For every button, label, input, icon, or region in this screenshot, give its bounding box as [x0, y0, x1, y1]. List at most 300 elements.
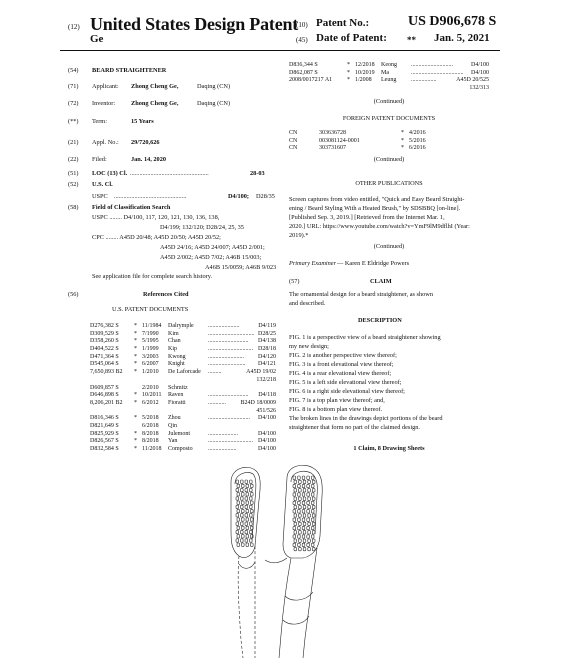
bristle	[308, 531, 311, 534]
bristle	[303, 480, 306, 483]
citation-date: 10/2011	[142, 392, 162, 399]
bristle	[307, 484, 310, 487]
search-line-4: A45D 24/16; A45D 24/007; A45D 2/001;	[160, 244, 265, 251]
loc-value: 28-03	[250, 170, 265, 177]
citation-cls: B24D 18/0009	[240, 399, 276, 406]
bristle	[302, 484, 305, 487]
bristle	[308, 539, 311, 542]
citation-dots: ...........................	[208, 338, 249, 345]
citation-cls: 132/313	[469, 85, 489, 92]
citation-cls: D28/25	[258, 330, 276, 337]
citation-cc: CN	[289, 137, 298, 144]
citation-dots: ........................	[208, 353, 244, 360]
applicant-name: Zhong Cheng Ge,	[131, 83, 179, 90]
citation-row	[90, 408, 276, 416]
citation-no: 8,206,201 B2	[90, 399, 123, 406]
bristle	[241, 497, 244, 500]
bristle	[311, 476, 314, 479]
bristle	[242, 501, 245, 504]
citation-cls: 132/218	[256, 376, 276, 383]
document-title: United States Design Patent	[90, 14, 299, 34]
bristle	[237, 518, 240, 521]
code-21: (21)	[68, 139, 79, 146]
bristle	[237, 509, 240, 512]
citation-row	[90, 323, 276, 331]
bristle	[294, 547, 297, 550]
bristle	[312, 505, 315, 508]
search-line-2: D4/199; 132/120; D28/24, 25, 35	[160, 224, 244, 231]
citation-cls: D4/100	[258, 415, 276, 422]
bristle	[242, 543, 245, 546]
other-pub-line-2: ening / Beard Styling With a Heated Brush," by SDSBBQ [on-line].	[289, 205, 461, 212]
bristle	[311, 484, 314, 487]
citation-dots: ..............................	[208, 438, 253, 445]
citation-cls: D4/121	[258, 361, 276, 368]
bristle	[311, 493, 314, 496]
bristle	[298, 543, 301, 546]
bristle	[245, 514, 248, 517]
inventor-location: Daqing (CN)	[197, 100, 231, 107]
bristle	[246, 509, 249, 512]
citation-name: Composto	[168, 446, 193, 452]
bristle	[298, 518, 301, 521]
other-pub-line-4: 2020.] URL: https://www.youtube.com/watch?v=YmF9lM9dflhI (Year:	[289, 223, 470, 230]
code-12: (12)	[68, 23, 80, 31]
citation-s: *	[134, 446, 137, 452]
bristle	[251, 493, 254, 496]
citation-name: Yan	[168, 438, 178, 445]
design-title: BEARD STRAIGHTENER	[92, 67, 167, 74]
bristle	[308, 514, 311, 517]
citation-row	[90, 361, 276, 369]
bristle	[308, 547, 311, 550]
code-45: (45)	[296, 36, 308, 44]
bristle	[245, 488, 248, 491]
uspc-dots: ..............................................	[114, 193, 187, 200]
uspc-label: USPC	[92, 193, 108, 200]
code-57: (57)	[289, 278, 300, 285]
bristle	[251, 509, 254, 512]
bristle	[312, 531, 315, 534]
bristle	[302, 476, 305, 479]
citation-name: Leung	[381, 77, 397, 84]
citation-cc: CN	[289, 145, 298, 152]
bristle	[312, 539, 315, 542]
bristle	[241, 522, 244, 525]
filed-value: Jan. 14, 2020	[131, 156, 166, 163]
bristle	[312, 497, 315, 500]
citation-name: Ma	[381, 69, 389, 76]
citation-no: 303731607	[319, 145, 346, 152]
citation-date: 7/1990	[142, 330, 159, 337]
citation-date: 11/1984	[142, 323, 162, 329]
bristle	[299, 522, 302, 525]
bristle	[307, 535, 310, 538]
bristle	[293, 476, 296, 479]
citation-no: D404,522 S	[90, 346, 119, 353]
citation-row	[90, 400, 276, 408]
citation-dots: ...................................	[411, 69, 464, 76]
bristle	[307, 493, 310, 496]
code-51: (51)	[68, 170, 79, 177]
citation-no: D545,064 S	[90, 361, 119, 368]
date-stars: **	[407, 35, 416, 45]
citation-row	[90, 331, 276, 339]
bristle	[251, 535, 254, 538]
citation-row	[90, 438, 276, 446]
code-56: (56)	[68, 291, 79, 298]
continued-1: (Continued)	[373, 98, 405, 105]
citation-no: D825,929 S	[90, 430, 119, 437]
loc-dots: ..................................................	[130, 170, 209, 177]
citation-row	[289, 62, 489, 70]
citation-date: 8/2018	[142, 438, 159, 445]
desc-line-6: FIG. 5 is a left side elevational view thereof;	[289, 379, 402, 386]
bristle	[293, 493, 296, 496]
citation-dots: ...............................	[208, 330, 255, 337]
term-value: 15 Years	[131, 118, 154, 125]
bristle	[251, 543, 254, 546]
bristle	[303, 489, 306, 492]
bristle	[293, 543, 296, 546]
bristle	[245, 522, 248, 525]
citation-s: *	[401, 145, 404, 152]
citation-no: D471,364 S	[90, 353, 119, 360]
citation-row	[90, 385, 276, 393]
bristle	[237, 543, 240, 546]
citation-cls: 451/526	[256, 407, 276, 414]
citation-date: 5/2018	[142, 415, 159, 422]
citation-row	[90, 446, 276, 454]
bristle	[236, 514, 239, 517]
bristle	[236, 505, 239, 508]
bristle	[299, 480, 302, 483]
citation-date: 12/2018	[355, 62, 375, 68]
us-patent-citations-continued	[289, 62, 489, 93]
bristle	[246, 526, 249, 529]
bristle	[311, 518, 314, 521]
citation-date: 1/2010	[142, 369, 159, 376]
bristle	[236, 539, 239, 542]
desc-line-11: straightener that form no part of the claimed design.	[289, 424, 420, 431]
bristle	[250, 497, 253, 500]
beard-straightener-drawing	[225, 460, 335, 660]
code-72: (72)	[68, 100, 79, 107]
code-52: (52)	[68, 181, 79, 188]
date-label: Date of Patent:	[316, 32, 387, 44]
bristle	[294, 505, 297, 508]
citation-cls: D4/119	[258, 323, 276, 329]
patent-no-label: Patent No.:	[316, 17, 370, 29]
us-cl-label: U.S. Cl.	[92, 181, 113, 188]
bristle	[311, 535, 314, 538]
bristle	[245, 497, 248, 500]
code-58: (58)	[68, 204, 79, 211]
bristle	[299, 539, 302, 542]
citation-dots: ............................	[411, 62, 453, 68]
bristle	[311, 510, 314, 513]
bristle	[294, 539, 297, 542]
bristle	[299, 489, 302, 492]
citation-s: *	[134, 399, 137, 406]
uspc-primary: D4/100;	[228, 193, 249, 200]
bristle	[308, 505, 311, 508]
citation-row	[289, 70, 489, 78]
citation-row	[90, 338, 276, 346]
uspc-secondary: D28/35	[256, 193, 275, 200]
bristle	[298, 484, 301, 487]
bristle	[302, 518, 305, 521]
desc-line-1: FIG. 1 is a perspective view of a beard straightener showing	[289, 334, 441, 341]
code-54: (54)	[68, 67, 79, 74]
bristle	[246, 501, 249, 504]
bristle	[293, 535, 296, 538]
bristle	[246, 484, 249, 487]
left-bristles	[236, 480, 253, 546]
bristle	[237, 535, 240, 538]
bristle	[242, 518, 245, 521]
citation-name: Julemont	[168, 430, 190, 437]
citation-name: Schmitz	[168, 384, 188, 391]
references-cited-title: References Cited	[143, 291, 189, 298]
citation-row	[289, 138, 489, 146]
search-line-6: A46B 15/0059; A46B 9/023	[205, 264, 277, 271]
code-10: (10)	[296, 21, 308, 29]
citation-cc: CN	[289, 130, 298, 136]
bristle	[245, 505, 248, 508]
citation-s: *	[134, 430, 137, 437]
citation-no: D276,382 S	[90, 323, 119, 329]
bristle	[246, 535, 249, 538]
search-history-note: See application file for complete search history.	[92, 273, 213, 280]
citation-s: *	[347, 62, 350, 68]
citation-no: 303636728	[319, 130, 346, 136]
citation-row	[90, 369, 276, 377]
citation-dots: ..............................	[208, 346, 253, 353]
citation-dots: ...........................	[208, 392, 249, 399]
citation-no: 7,650,893 B2	[90, 369, 123, 376]
bristle	[294, 489, 297, 492]
bristle	[307, 510, 310, 513]
bristle	[298, 493, 301, 496]
bristle	[250, 530, 253, 533]
left-handle	[238, 546, 255, 658]
citation-date: 6/2016	[409, 145, 426, 152]
bristle	[312, 489, 315, 492]
citation-no: D836,344 S	[289, 62, 318, 68]
examiner-label: Primary Examiner	[289, 260, 337, 267]
bristle	[245, 480, 248, 483]
bristle	[236, 497, 239, 500]
citation-dots: ............................	[208, 415, 250, 422]
citation-no: D609,857 S	[90, 384, 119, 391]
filed-label: Filed:	[92, 156, 107, 163]
citation-date: 6/2007	[142, 361, 159, 368]
other-pub-line-1: Screen captures from video entitled, "Quick and Easy Beard Straight-	[289, 196, 465, 203]
citation-date: 4/2016	[409, 130, 426, 136]
citation-no: D862,087 S	[289, 69, 318, 76]
citation-no: D358,260 S	[90, 338, 119, 345]
citation-name: Kim	[168, 330, 179, 337]
citation-no: 003081124-0001	[319, 137, 360, 144]
citation-row	[289, 77, 489, 85]
citation-name: Chan	[168, 338, 181, 345]
bristle	[237, 501, 240, 504]
left-brush-head	[231, 467, 260, 557]
citation-date: 3/2003	[142, 353, 159, 360]
bristle	[298, 526, 301, 529]
bristle	[312, 522, 315, 525]
bristle	[250, 539, 253, 542]
bristle	[246, 493, 249, 496]
citation-s: *	[134, 361, 137, 368]
citation-cls: D4/100	[471, 69, 489, 76]
bristle	[237, 493, 240, 496]
search-line-3: CPC ........ A45D 20/48; A45D 20/50; A45D 20/52;	[92, 234, 221, 241]
citation-row	[90, 415, 276, 423]
citation-name: Knight	[168, 361, 185, 368]
bristle	[302, 526, 305, 529]
citation-dots: .........................	[208, 361, 246, 368]
bristle	[303, 505, 306, 508]
citation-row	[90, 423, 276, 431]
bristle	[302, 493, 305, 496]
citation-date: 6/2018	[142, 422, 159, 429]
bristle	[303, 514, 306, 517]
citation-row	[90, 354, 276, 362]
citation-no: D309,529 S	[90, 330, 119, 337]
citation-s: *	[134, 438, 137, 445]
bristle	[302, 535, 305, 538]
us-docs-title: U.S. PATENT DOCUMENTS	[112, 306, 189, 313]
appl-no-value: 29/720,626	[131, 139, 160, 146]
citation-name: Qin	[168, 422, 177, 429]
bristle	[236, 480, 239, 483]
claim-line-2: and described.	[289, 300, 326, 307]
bristle	[307, 476, 310, 479]
bristle	[302, 501, 305, 504]
patent-number: US D906,678 S	[408, 14, 497, 29]
citation-row	[90, 431, 276, 439]
citation-cls: A45D 19/02	[246, 369, 276, 376]
bristle	[298, 501, 301, 504]
citation-date: 1/2008	[355, 77, 372, 84]
citation-cls: D4/120	[258, 353, 276, 360]
citation-dots: ....................	[208, 430, 238, 437]
other-pub-line-3: [Published Sep. 3, 2019.] [Retrieved from the Internet Mar. 1,	[289, 214, 445, 221]
header-rule	[60, 50, 500, 51]
citation-cls: D4/100	[471, 62, 489, 68]
continued-3: (Continued)	[373, 243, 405, 250]
citation-name: Raven	[168, 392, 184, 399]
inventor-short: Ge	[90, 33, 104, 45]
citation-cls: D4/100	[258, 446, 276, 452]
citation-no: D832,584 S	[90, 446, 119, 452]
bristle	[307, 518, 310, 521]
desc-line-7: FIG. 6 is a right side elevational view thereof;	[289, 388, 405, 395]
bristle	[303, 522, 306, 525]
bristle	[251, 484, 254, 487]
citation-cls: D4/118	[258, 392, 276, 399]
citation-s: *	[134, 323, 137, 329]
citation-date: 8/2018	[142, 430, 159, 437]
citation-date: 6/2012	[142, 399, 159, 406]
search-line-1: USPC ........ D4/100, 117, 120, 121, 130, 136, 138,	[92, 214, 220, 221]
claim-title: CLAIM	[370, 278, 392, 285]
desc-line-5: FIG. 4 is a rear elevational view thereof;	[289, 370, 392, 377]
bristle	[311, 543, 314, 546]
term-label: Term:	[92, 118, 107, 125]
loc-label: LOC (13) Cl.	[92, 170, 128, 177]
bristle	[307, 526, 310, 529]
bristle	[298, 476, 301, 479]
citation-s: *	[347, 69, 350, 76]
citation-name: Keong	[381, 62, 397, 68]
citation-s: *	[134, 369, 137, 376]
desc-line-8: FIG. 7 is a top plan view thereof; and,	[289, 397, 385, 404]
citation-dots: .................	[411, 77, 437, 84]
bristle	[242, 526, 245, 529]
citation-cls: A45D 20/525	[456, 77, 489, 84]
bristle	[236, 488, 239, 491]
inventor-name: Zhong Cheng Ge,	[131, 100, 179, 107]
citation-s: *	[134, 415, 137, 422]
citation-cls: D4/138	[258, 338, 276, 345]
bristle	[307, 543, 310, 546]
citation-s: *	[134, 353, 137, 360]
claim-count: 1 Claim, 8 Drawing Sheets	[353, 445, 425, 452]
bristle	[251, 501, 254, 504]
bristle	[299, 531, 302, 534]
bristle	[245, 530, 248, 533]
bristle	[294, 480, 297, 483]
applicant-label: Applicant:	[92, 83, 119, 90]
bristle	[250, 514, 253, 517]
bristle	[246, 543, 249, 546]
bristle	[308, 522, 311, 525]
citation-s: *	[134, 330, 137, 337]
bristle	[251, 518, 254, 521]
applicant-location: Daqing (CN)	[197, 83, 231, 90]
bristle	[308, 497, 311, 500]
bristle	[241, 530, 244, 533]
citation-date: 1/1999	[142, 346, 159, 353]
desc-line-3: FIG. 2 is another perspective view thereof;	[289, 352, 397, 359]
bristle	[312, 547, 315, 550]
citation-dots: .........	[208, 369, 222, 376]
bristle	[298, 535, 301, 538]
bristle	[293, 526, 296, 529]
citation-cls: D28/18	[258, 346, 276, 353]
citation-s: *	[134, 392, 137, 399]
citation-dots: ............	[208, 399, 226, 406]
code-22: (22)	[68, 156, 79, 163]
citation-name: De Laforcade	[168, 369, 201, 376]
claim-line-1: The ornamental design for a beard straightener, as shown	[289, 291, 434, 298]
code-term: (**)	[68, 118, 79, 125]
bristle	[299, 497, 302, 500]
right-handle	[265, 548, 317, 658]
citation-no: 2008/0017217 A1	[289, 77, 333, 84]
bristle	[312, 480, 315, 483]
bristle	[250, 488, 253, 491]
bristle	[241, 488, 244, 491]
citation-date: 5/1995	[142, 338, 159, 345]
code-71: (71)	[68, 83, 79, 90]
bristle	[308, 489, 311, 492]
citation-cls: D4/100	[258, 430, 276, 437]
citation-no: D646,898 S	[90, 392, 119, 399]
